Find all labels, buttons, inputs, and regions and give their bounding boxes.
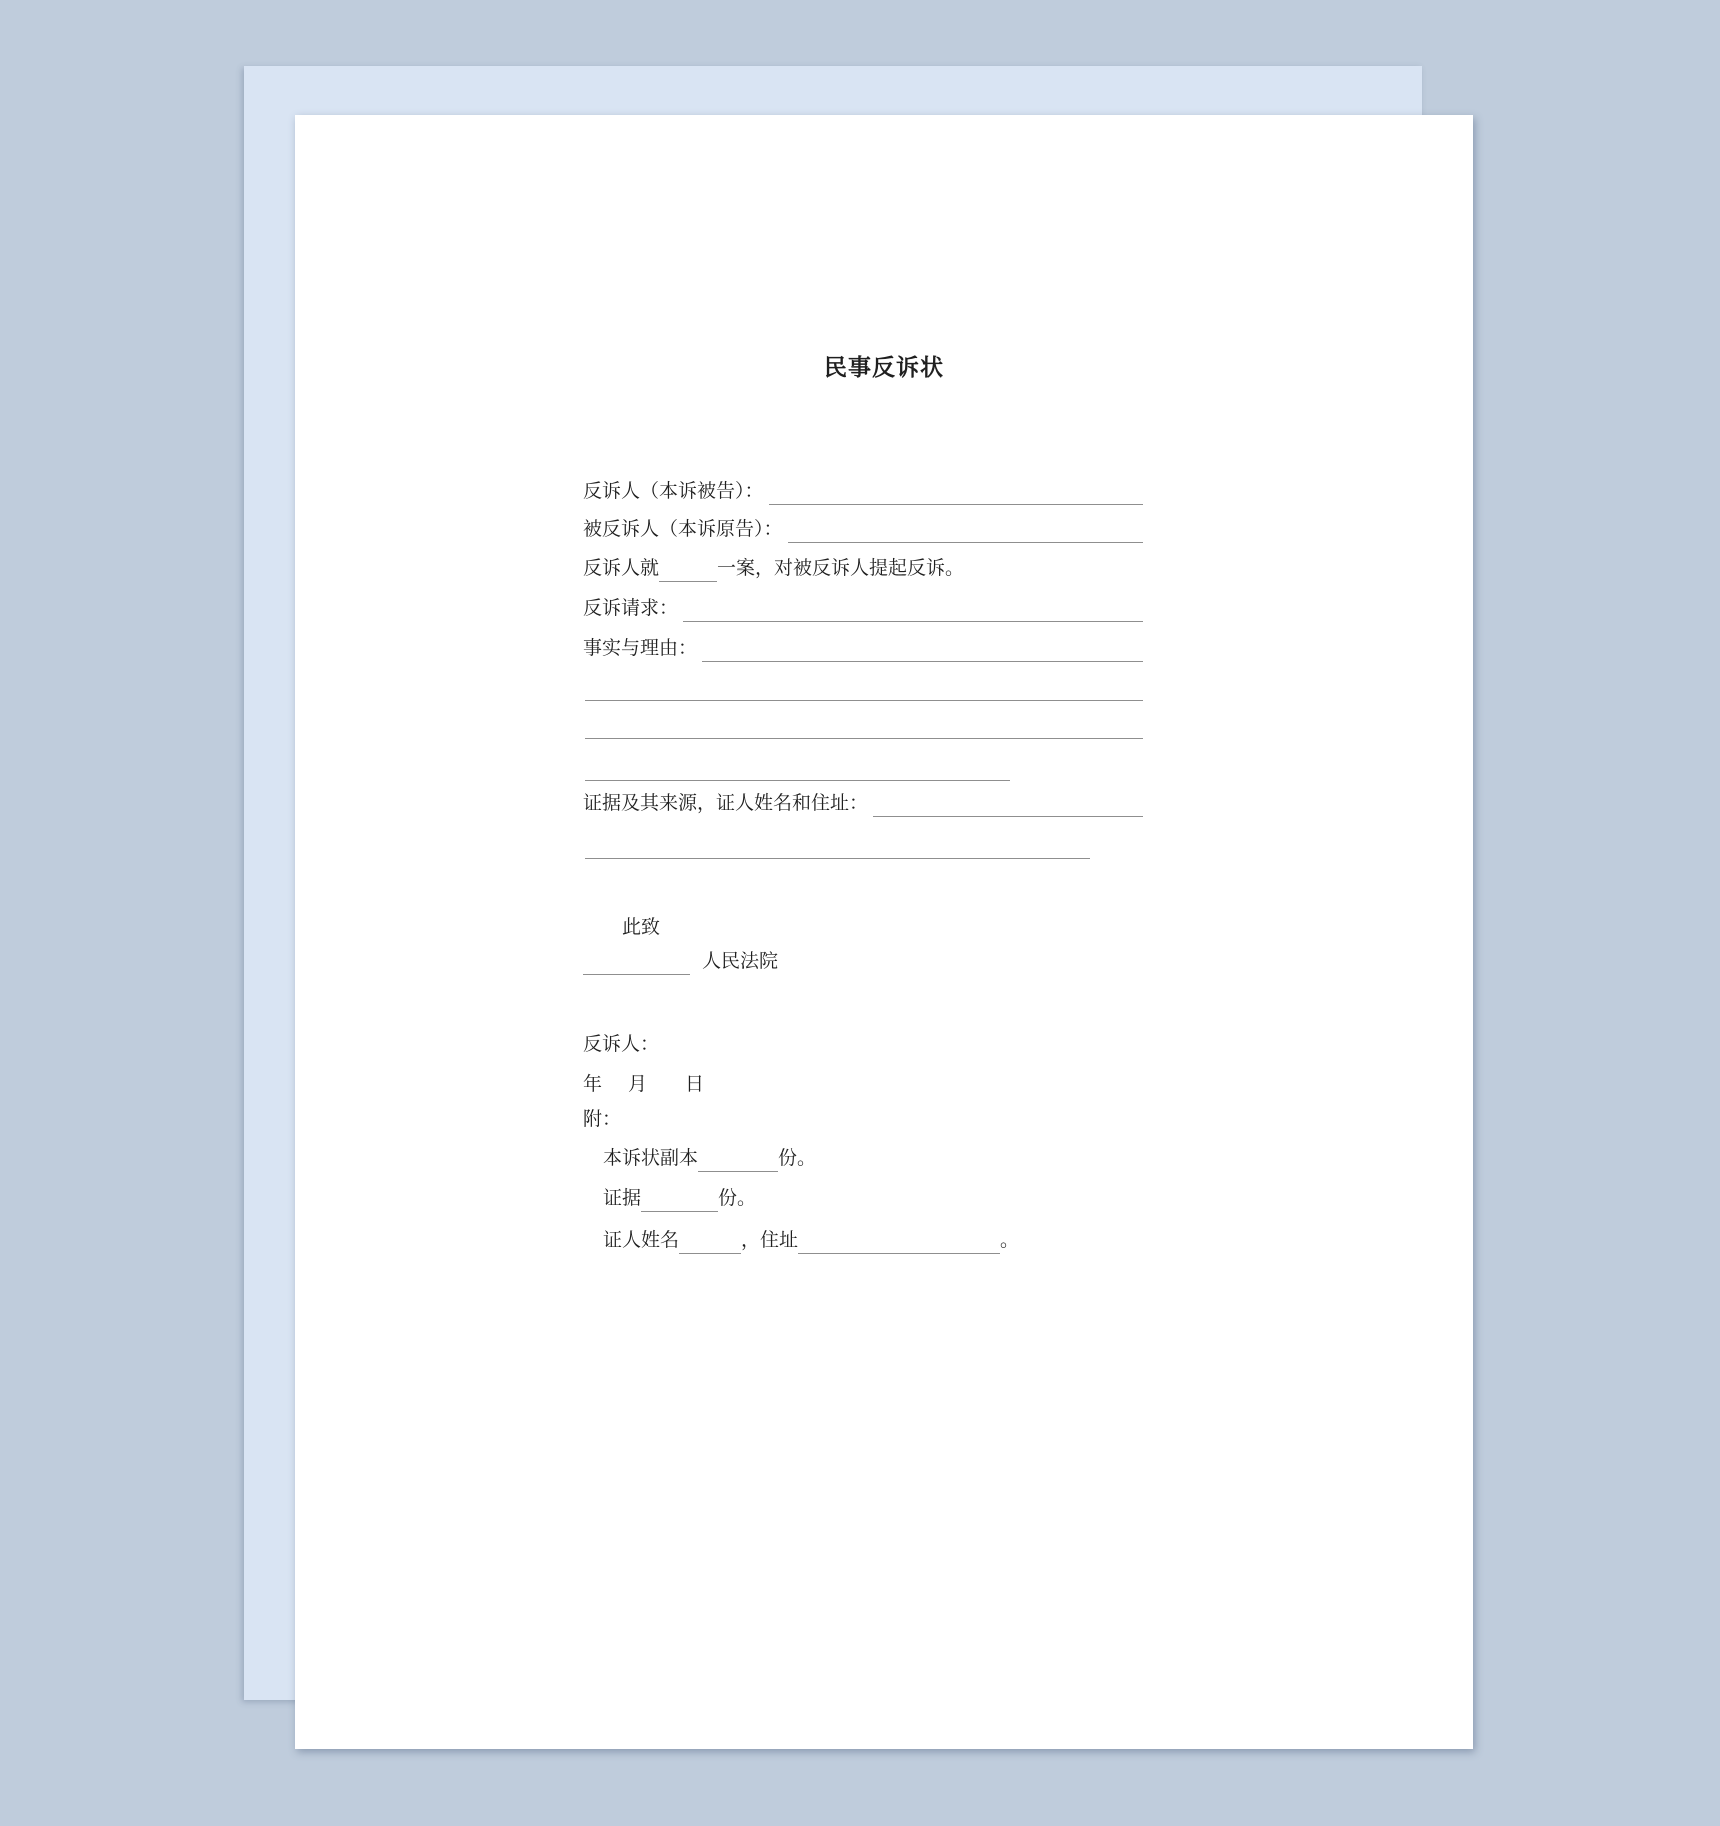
field-case xyxy=(583,556,964,582)
date-spacer xyxy=(647,1072,685,1098)
attachment-heading xyxy=(583,1107,621,1133)
field-case-pre: 反诉人就 xyxy=(583,558,660,579)
field-respondent xyxy=(583,517,1143,543)
field-facts-label: 事实与理由： xyxy=(583,638,698,659)
field-witness-post: 。 xyxy=(1000,1230,1020,1251)
field-signer xyxy=(583,1032,659,1058)
witness-name-blank-underline xyxy=(679,1228,741,1254)
evidence-continuation-rule xyxy=(585,858,1090,859)
date-day-label: 日 xyxy=(685,1074,705,1095)
facts-continuation-rule-2 xyxy=(585,738,1143,739)
document-title: 民事反诉状 xyxy=(824,355,944,380)
salutation xyxy=(622,915,660,941)
facts-continuation-rule-3 xyxy=(585,780,1010,781)
field-respondent-label: 被反诉人（本诉原告）： xyxy=(583,519,783,540)
date-year-label: 年 xyxy=(583,1074,603,1095)
attachment-heading-label: 附： xyxy=(583,1109,622,1130)
field-date xyxy=(583,1072,704,1098)
field-counterclaimant xyxy=(583,479,1143,505)
facts-blank-underline xyxy=(702,636,1143,662)
field-witness-mid: ，住址 xyxy=(741,1230,799,1251)
field-witness xyxy=(603,1228,1019,1254)
document-page xyxy=(295,115,1473,1749)
field-evidence-copies xyxy=(603,1186,756,1212)
field-copies-post: 份。 xyxy=(778,1148,817,1169)
field-evidence-copies-post: 份。 xyxy=(718,1188,757,1209)
witness-address-blank-underline xyxy=(798,1228,1000,1254)
copies-blank-underline xyxy=(698,1146,778,1172)
case-blank-underline xyxy=(659,556,717,582)
field-request-label: 反诉请求： xyxy=(583,598,679,619)
date-month-label: 月 xyxy=(628,1074,648,1095)
evidence-copies-blank-underline xyxy=(641,1186,718,1212)
facts-continuation-rule-1 xyxy=(585,700,1143,701)
respondent-blank-underline xyxy=(788,517,1143,543)
field-counterclaimant-label: 反诉人（本诉被告）： xyxy=(583,481,764,502)
date-spacer xyxy=(602,1072,628,1098)
request-blank-underline xyxy=(683,596,1143,622)
field-signer-label: 反诉人： xyxy=(583,1034,660,1055)
evidence-blank-underline xyxy=(873,791,1143,817)
field-case-post: 一案，对被反诉人提起反诉。 xyxy=(717,558,965,579)
field-copies xyxy=(603,1146,816,1172)
field-facts xyxy=(583,636,1143,662)
field-evidence-copies-pre: 证据 xyxy=(603,1188,642,1209)
field-court xyxy=(583,949,778,975)
field-request xyxy=(583,596,1143,622)
field-copies-pre: 本诉状副本 xyxy=(603,1148,699,1169)
field-evidence-label: 证据及其来源，证人姓名和住址： xyxy=(583,793,869,814)
field-witness-pre: 证人姓名 xyxy=(603,1230,680,1251)
field-evidence xyxy=(583,791,1143,817)
field-court-suffix: 人民法院 xyxy=(702,951,779,972)
salutation-label: 此致 xyxy=(622,917,661,938)
counterclaimant-blank-underline xyxy=(769,479,1143,505)
court-blank-underline xyxy=(583,949,690,975)
